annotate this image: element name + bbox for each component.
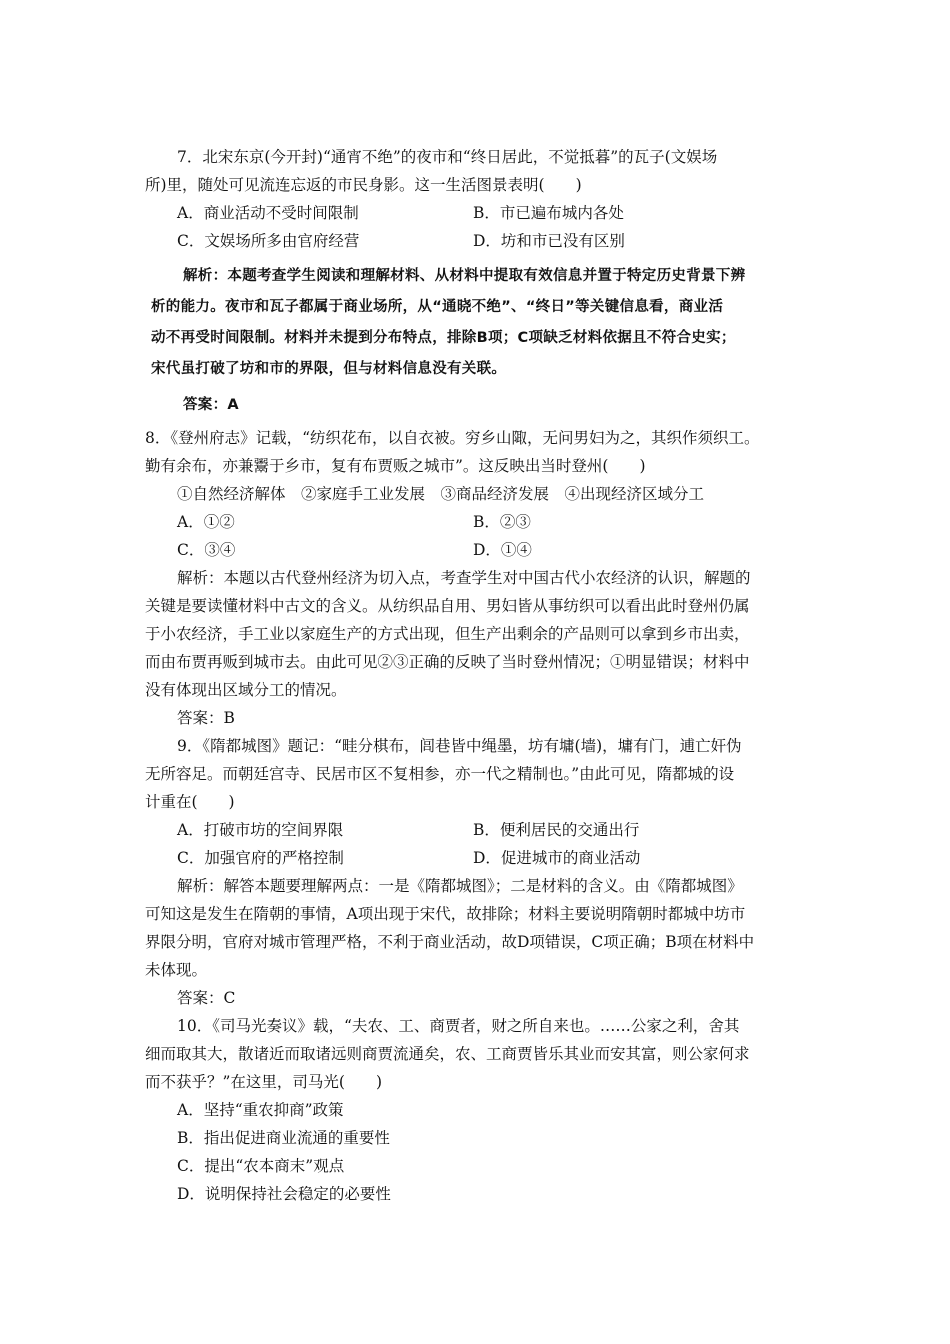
q9-stem-line-2: 无所容足。而朝廷宫寺、民居市区不复相参，亦一代之精制也。”由此可见，隋都城的设 <box>145 765 735 783</box>
q8-analysis-line-2: 关键是要读懂材料中古文的含义。从纺织品自用、男妇皆从事纺织可以看出此时登州仍属 <box>145 597 750 615</box>
q7-option-a: A．商业活动不受时间限制 <box>177 204 359 222</box>
q8-option-b: B．②③ <box>473 513 531 531</box>
q10-stem-line-2: 细而取其大，散诸近而取诸远则商贾流通矣，农、工商贾皆乐其业而安其富，则公家何求 <box>145 1045 750 1063</box>
q9-analysis-line-4: 未体现。 <box>145 961 208 979</box>
q7-analysis-line-1: 解析：本题考查学生阅读和理解材料、从材料中提取有效信息并置于特定历史背景下辨 <box>183 268 746 284</box>
q7-stem-line-1: 7．北宋东京(今开封)“通宵不绝”的夜市和“终日居此，不觉抵暮”的瓦子(文娱场 <box>177 148 718 166</box>
q9-option-a: A．打破市坊的空间界限 <box>177 821 344 839</box>
q7-analysis-line-3: 动不再受时间限制。材料并未提到分布特点，排除B项；C项缺乏材料依据且不符合史实； <box>151 330 736 346</box>
q7-answer: 答案：A <box>183 397 239 413</box>
q7-analysis-line-2: 析的能力。夜市和瓦子都属于商业场所，从“通晓不绝”、“终日”等关键信息看，商业活 <box>151 299 724 315</box>
q8-answer: 答案：B <box>177 709 235 727</box>
q10-option-d: D．说明保持社会稳定的必要性 <box>177 1185 391 1203</box>
q9-analysis-line-1: 解析：解答本题要理解两点：一是《隋都城图》；二是材料的含义。由《隋都城图》 <box>177 877 743 895</box>
q8-stem-line-1: 8．《登州府志》记载，“纺织花布，以自衣被。穷乡山陬，无问男妇为之，其织作须织工。 <box>145 429 760 447</box>
q9-option-c: C．加强官府的严格控制 <box>177 849 344 867</box>
q8-option-c: C．③④ <box>177 541 236 559</box>
q8-analysis-line-1: 解析：本题以古代登州经济为切入点，考查学生对中国古代小农经济的认识，解题的 <box>177 569 751 587</box>
q10-stem-line-3: 而不获乎？”在这里，司马光( ) <box>145 1073 383 1091</box>
q9-stem-line-3: 计重在( ) <box>145 793 235 811</box>
q9-analysis-line-3: 界限分明，官府对城市管理严格，不利于商业活动，故D项错误，C项正确；B项在材料中 <box>145 933 755 951</box>
q8-option-a: A．①② <box>177 513 235 531</box>
q10-option-b: B．指出促进商业流通的重要性 <box>177 1129 390 1147</box>
q7-analysis-line-4: 宋代虽打破了坊和市的界限，但与材料信息没有关联。 <box>151 361 507 377</box>
q9-option-b: B．便利居民的交通出行 <box>473 821 640 839</box>
q10-option-a: A．坚持“重农抑商”政策 <box>177 1101 344 1119</box>
q9-option-d: D．促进城市的商业活动 <box>473 849 641 867</box>
q8-stem-line-2: 勤有余布，亦兼鬻于乡市，复有布贾贩之城市”。这反映出当时登州( ) <box>145 457 646 475</box>
q8-option-d: D．①④ <box>473 541 532 559</box>
q10-option-c: C．提出“农本商末”观点 <box>177 1157 345 1175</box>
q7-option-d: D．坊和市已没有区别 <box>473 232 625 250</box>
q7-stem-line-2: 所)里，随处可见流连忘返的市民身影。这一生活图景表明( ) <box>145 176 582 194</box>
q8-analysis-line-5: 没有体现出区域分工的情况。 <box>145 681 347 699</box>
q9-stem-line-1: 9．《隋都城图》题记：“畦分棋布，闾巷皆中绳墨，坊有墉(墙)，墉有门，逋亡奸伪 <box>177 737 742 755</box>
q8-analysis-line-4: 而由布贾再贩到城市去。由此可见②③正确的反映了当时登州情况；①明显错误；材料中 <box>145 653 750 671</box>
q9-analysis-line-2: 可知这是发生在隋朝的事情，A项出现于宋代，故排除；材料主要说明隋朝时都城中坊市 <box>145 905 746 923</box>
q7-option-c: C．文娱场所多由官府经营 <box>177 232 360 250</box>
q8-choices-line: ①自然经济解体 ②家庭手工业发展 ③商品经济发展 ④出现经济区域分工 <box>177 485 705 503</box>
q10-stem-line-1: 10．《司马光奏议》载，“夫农、工、商贾者，财之所自来也。……公家之利，舍其 <box>177 1017 740 1035</box>
q9-answer: 答案：C <box>177 989 236 1007</box>
q8-analysis-line-3: 于小农经济，手工业以家庭生产的方式出现，但生产出剩余的产品则可以拿到乡市出卖， <box>145 625 750 643</box>
q7-option-b: B．市已遍布城内各处 <box>473 204 624 222</box>
